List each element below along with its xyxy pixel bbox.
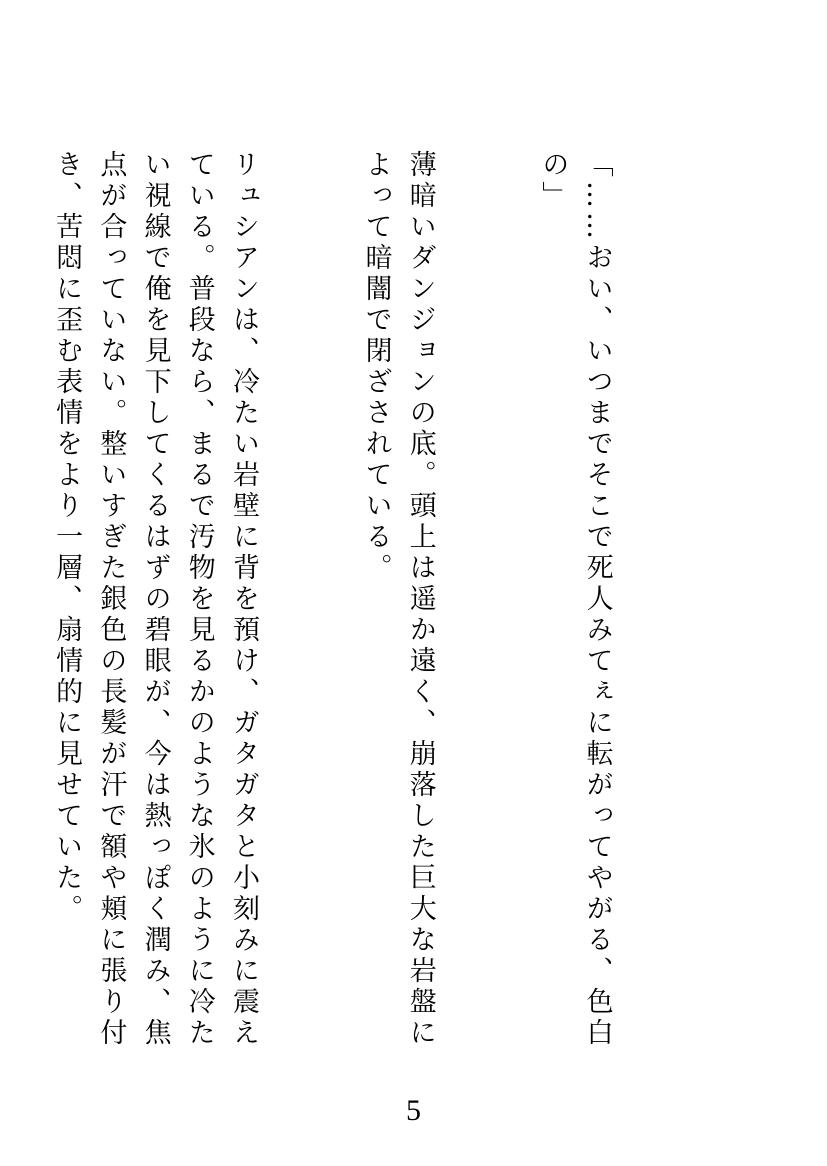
paragraph-narration-1: 薄暗いダンジョンの底。頭上は遥か遠く、崩落した巨大な岩盤によって暗闇で閉ざされている。 xyxy=(360,150,436,1049)
vertical-text-body xyxy=(0,150,707,1070)
page-number: 5 xyxy=(406,1094,421,1127)
paragraph-dialogue-1: 「……おい、いつまでそこで死人みてぇに転がってやがる、色白の」 xyxy=(537,150,613,1049)
paragraph-narration-2: リュシアンは、冷たい岩壁に背を預け、ガタガタと小刻みに震えている。普段なら、まるで汚物を見るかのような氷のように冷たい視線で俺を見下してくるはずの碧眼が、今は熱っぽく潤み、焦点が合っていない。整いすぎた銀色の長髪が汗で額や頬に張り付き、苦悶に歪む表情をより一層、扇情的に見せていた。 xyxy=(51,150,259,1049)
